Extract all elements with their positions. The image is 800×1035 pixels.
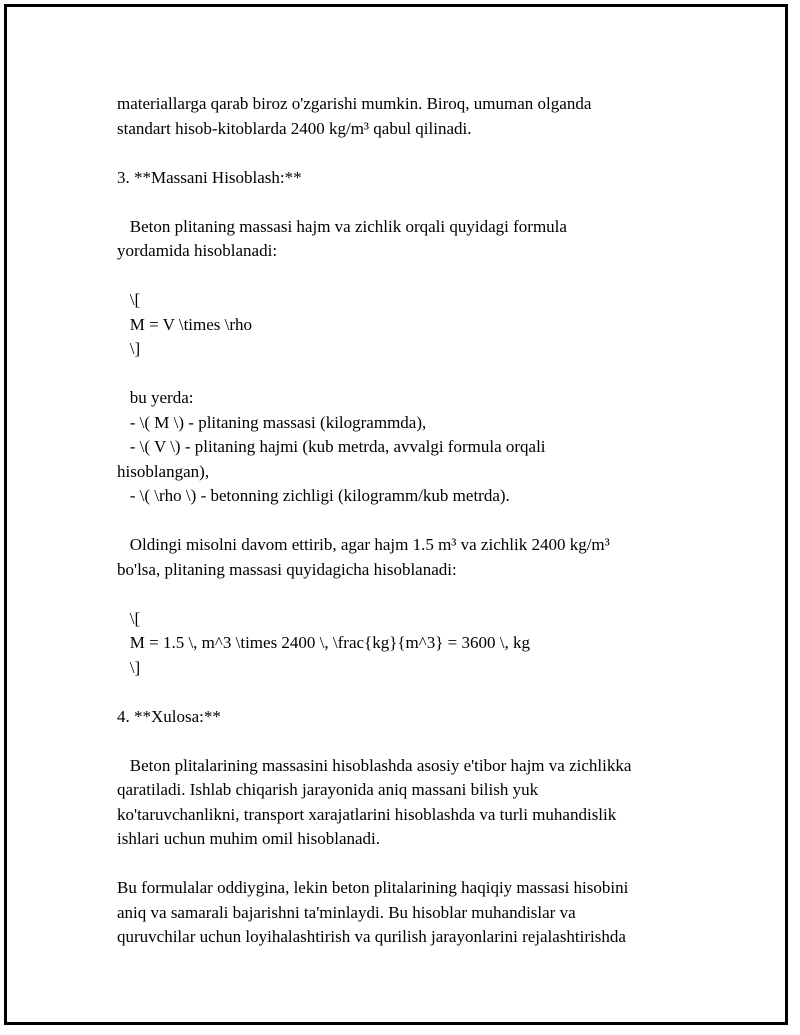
blank-line xyxy=(117,680,677,705)
text-line: standart hisob-kitoblarda 2400 kg/m³ qabul qilinadi. xyxy=(117,118,472,138)
text-line: Bu formulalar oddiygina, lekin beton plitalarining haqiqiy massasi hisobini xyxy=(117,878,629,897)
formula-line: \[ xyxy=(117,290,141,309)
formula-line: \] xyxy=(117,339,141,358)
blank-line xyxy=(117,264,677,289)
text-line: aniq va samarali bajarishni ta'minlaydi. Bu hisoblar muhandislar va xyxy=(117,902,576,922)
text-line: Oldingi misolni davom ettirib, agar hajm 1.5 m³ va zichlik 2400 kg/m³ xyxy=(117,535,610,554)
text-line: Beton plitaning massasi hajm va zichlik orqali quyidagi formula xyxy=(117,216,567,236)
list-item: - \( V \) - plitaning hajmi (kub metrda, avvalgi formula orqali xyxy=(117,437,546,456)
formula-line: \] xyxy=(117,657,141,677)
section-heading: 4. **Xulosa:** xyxy=(117,706,221,726)
list-item: - \( \rho \) - betonning zichligi (kilogramm/kub metrda). xyxy=(117,486,510,505)
section-heading: 3. **Massani Hisoblash:** xyxy=(117,167,302,187)
blank-line xyxy=(117,852,677,877)
formula-line: M = V \times \rho xyxy=(117,314,253,334)
list-item: - \( M \) - plitaning massasi (kilogrammda), xyxy=(117,412,427,432)
text-line: yordamida hisoblanadi: xyxy=(117,241,278,260)
formula-line: \[ xyxy=(117,608,141,628)
text-line: qaratiladi. Ishlab chiqarish jarayonida aniq massani bilish yuk xyxy=(117,780,539,799)
text-line: quruvchilar uchun loyihalashtirish va qurilish jarayonlarini rejalashtirishda xyxy=(117,927,626,946)
blank-line xyxy=(117,141,677,166)
blank-line xyxy=(117,190,677,215)
blank-line xyxy=(117,362,677,387)
list-item-continuation: hisoblangan), xyxy=(117,461,210,481)
text-line: materiallarga qarab biroz o'zgarishi mumkin. Biroq, umuman olganda xyxy=(117,94,592,113)
text-line: Beton plitalarining massasini hisoblashda asosiy e'tibor hajm va zichlikka xyxy=(117,755,632,775)
blank-line xyxy=(117,509,677,534)
blank-line xyxy=(117,582,677,607)
text-line: bu yerda: xyxy=(117,388,194,407)
blank-line xyxy=(117,729,677,754)
text-line: bo'lsa, plitaning massasi quyidagicha hisoblanadi: xyxy=(117,559,457,579)
text-line: ko'taruvchanlikni, transport xarajatlarini hisoblashda va turli muhandislik xyxy=(117,804,617,824)
formula-line: M = 1.5 \, m^3 \times 2400 \, \frac{kg}{m^3} = 3600 \, kg xyxy=(117,633,530,652)
document-body xyxy=(117,92,677,950)
text-line: ishlari uchun muhim omil hisoblanadi. xyxy=(117,829,381,848)
